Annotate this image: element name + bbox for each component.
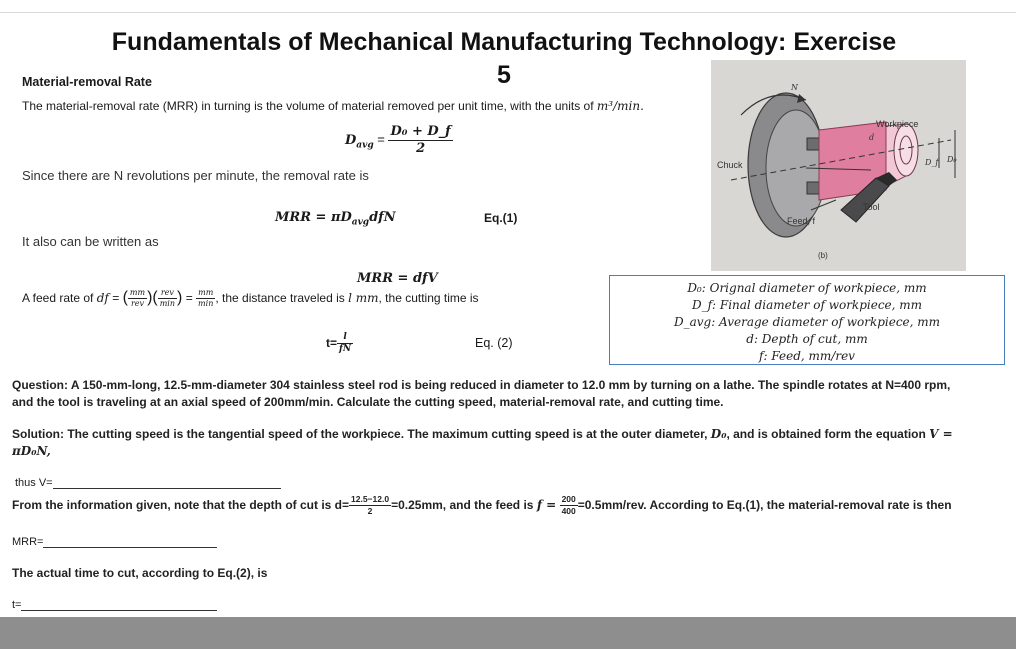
- top-divider: [0, 12, 1016, 13]
- definitions-box: [609, 275, 1005, 365]
- mrr-answer-blank[interactable]: [43, 537, 217, 548]
- page-title: Fundamentals of Mechanical Manufacturing Technology: Exercise: [111, 28, 897, 56]
- davg-lhs: $D_{avg}$: [345, 132, 374, 151]
- t-answer-label: t=: [12, 599, 22, 611]
- davg-fraction: [388, 124, 452, 156]
- davg-formula: [345, 124, 453, 156]
- feed-df: df: [96, 291, 109, 305]
- info-line: From the information given, note that the depth of cut is d= $\frac{12.5-12.0}{2}$ =0.25mm, and the feed is f = $\frac{200}{400}$ =0.5mm/rev. According to Eq.(1), the material-removal rate is then: [12, 494, 952, 516]
- feed-suffix: , the distance traveled is: [215, 291, 345, 305]
- figure-caption: (b): [818, 251, 828, 260]
- turning-figure: [711, 60, 966, 271]
- actual-time-text: The actual time to cut, according to Eq.(2), is: [12, 566, 268, 580]
- feed-frac1: $\frac{mm}{\text{rev}}$: [129, 287, 146, 308]
- feed-fraction: $\frac{200}{400}$: [561, 494, 576, 516]
- feed-suffix2: , the cutting time is: [378, 291, 479, 305]
- solution-d0: D₀: [710, 427, 727, 441]
- intro-sentence: The material-removal rate (MRR) in turning is the volume of material removed per unit time, with the units of: [22, 99, 594, 113]
- solution-eq: V =: [929, 427, 953, 441]
- df-label: D_f: [925, 158, 939, 167]
- eq2-label: Eq. (2): [475, 336, 513, 350]
- intro-units: m³/min.: [596, 99, 644, 113]
- workpiece-label: Workpiece: [876, 119, 919, 129]
- workpiece-end: [894, 124, 918, 176]
- def-depth: d: Depth of cut, mm: [746, 332, 868, 346]
- feed-eq: f =: [536, 498, 557, 512]
- time-fraction: $\frac{l}{fN}$: [339, 332, 352, 354]
- section-heading: Material-removal Rate: [22, 75, 152, 89]
- def-davg: D_avg: Average diameter of workpiece, mm: [673, 315, 941, 329]
- mrr-formula: MRR = $\pi D_{avg}dfN$: [275, 210, 396, 228]
- davg-equals: =: [377, 131, 385, 147]
- davg-numerator: D₀ + D_f: [390, 124, 451, 139]
- chuck-label: Chuck: [717, 160, 743, 170]
- intro-text: [22, 99, 644, 113]
- question-line-1: Question: A 150-mm-long, 12.5-mm-diameter 304 stainless steel rod is being reduced in diameter to 12.0 mm by turning on a lathe. The spindle rotates at N=400 rpm,: [12, 378, 951, 392]
- tool-label: Tool: [863, 202, 880, 212]
- footer-bar: [0, 617, 1016, 649]
- solution-line-1: Solution: The cutting speed is the tangential speed of the workpiece. The maximum cutting speed is at the outer diameter, D₀, and is obtained form the equation V =: [12, 427, 953, 441]
- solution-line-2: πD₀N,: [12, 444, 51, 458]
- t-answer-blank[interactable]: [21, 600, 217, 611]
- mrr-answer-field[interactable]: [12, 536, 217, 548]
- eq1-label: Eq.(1): [484, 211, 518, 225]
- feed-frac3: $\frac{mm}{\min}$: [198, 287, 214, 308]
- feed-prefix: A feed rate of: [22, 291, 94, 305]
- d0-label: D₀: [947, 155, 957, 164]
- feed-l-mm: l mm: [348, 291, 379, 305]
- d-label: d: [869, 133, 875, 142]
- thus-v-field[interactable]: [15, 477, 281, 489]
- feed-line: A feed rate of df = ( $\frac{mm}{\text{rev}}$ ) ( $\frac{\text{rev}}{\min}$ ) = $\frac{mm}{\min}$ , the distance traveled is l mm , the cutting time is: [22, 287, 479, 308]
- def-df: D_f: Final diameter of workpiece, mm: [691, 298, 923, 312]
- thus-v-blank[interactable]: [53, 478, 281, 489]
- davg-denominator: 2: [416, 140, 426, 156]
- feed-eq1: =: [112, 291, 120, 305]
- time-formula: t= $\frac{l}{fN}$: [326, 332, 352, 354]
- mrr-answer-label: MRR=: [12, 536, 44, 548]
- revolutions-text: Since there are N revolutions per minute, the removal rate is: [22, 168, 369, 183]
- feed-frac2: $\frac{\text{rev}}{\min}$: [159, 287, 176, 308]
- mrr2-formula: MRR = dfV: [357, 271, 438, 286]
- t-answer-field[interactable]: [12, 599, 217, 611]
- feed-eq2: =: [185, 291, 193, 305]
- also-text: It also can be written as: [22, 234, 159, 249]
- n-label: N: [791, 83, 798, 92]
- depth-fraction: $\frac{12.5-12.0}{2}$: [351, 494, 390, 516]
- page-title-number: 5: [497, 61, 511, 89]
- question-line-2: and the tool is traveling at an axial speed of 200mm/min. Calculate the cutting speed, material-removal rate, and cutting time.: [12, 395, 724, 409]
- feed-label: Feed, f: [787, 216, 816, 226]
- def-feed: f: Feed, mm/rev: [759, 349, 855, 363]
- thus-v-label: thus V=: [15, 477, 53, 489]
- def-d0: D₀: Orignal diameter of workpiece, mm: [687, 281, 927, 295]
